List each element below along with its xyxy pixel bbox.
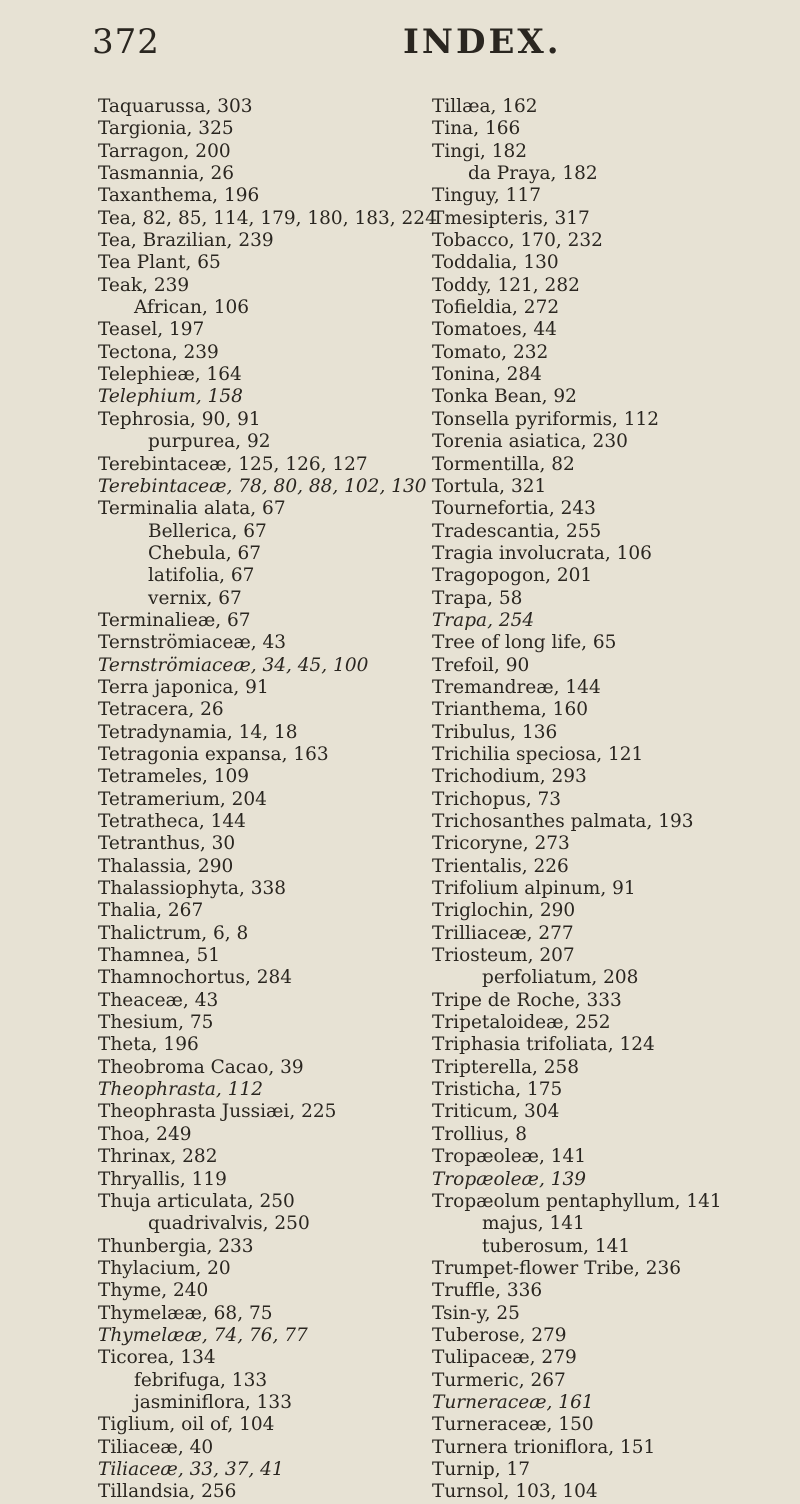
index-entry: Thalia, 267 (98, 900, 204, 922)
index-entry: Thylacium, 20 (98, 1257, 231, 1279)
index-entry: Tasmannia, 26 (98, 163, 235, 185)
index-entry: Turnip, 17 (432, 1458, 531, 1480)
index-entry: Trientalis, 226 (432, 855, 569, 877)
index-entry: Turneraceæ, 161 (432, 1391, 594, 1413)
index-entry: da Praya, 182 (468, 163, 598, 185)
index-entry: perfoliatum, 208 (482, 967, 639, 989)
index-entry: latifolia, 67 (148, 565, 255, 587)
index-entry: Tsin-y, 25 (432, 1302, 520, 1324)
index-entry: Tribulus, 136 (432, 721, 558, 743)
index-entry: purpurea, 92 (148, 431, 271, 453)
index-entry: Tobacco, 170, 232 (432, 230, 603, 252)
index-entry: Thyme, 240 (98, 1280, 209, 1302)
index-entry: Tiliaceæ, 40 (98, 1436, 214, 1458)
index-entry: Tarragon, 200 (98, 140, 231, 162)
index-entry: Tournefortia, 243 (432, 498, 596, 520)
index-entry: Thymelææ, 68, 75 (98, 1302, 273, 1324)
index-column-left (98, 96, 458, 1504)
index-entry: Tomato, 232 (432, 341, 549, 363)
index-entry: Triosteum, 207 (432, 945, 575, 967)
index-entry: Trollius, 8 (432, 1123, 528, 1145)
index-entry: Thoa, 249 (98, 1123, 192, 1145)
page-number: 372 (92, 22, 160, 62)
index-entry: Tonsella pyriformis, 112 (432, 408, 660, 430)
index-entry: Tripterella, 258 (432, 1056, 580, 1078)
index-entry: Theta, 196 (98, 1034, 199, 1056)
index-entry: Tetranthus, 30 (98, 833, 236, 855)
index-entry: Trichilia speciosa, 121 (432, 743, 644, 765)
index-entry: Tormentilla, 82 (432, 453, 575, 475)
index-entry: Theophrasta, 112 (98, 1079, 264, 1101)
index-entry: Tetragonia expansa, 163 (98, 743, 329, 765)
index-entry: Trilliaceæ, 277 (432, 922, 574, 944)
index-entry: Toddalia, 130 (432, 252, 559, 274)
index-entry: Tetracera, 26 (98, 699, 224, 721)
index-entry: Tripe de Roche, 333 (432, 989, 622, 1011)
index-entry: Tillandsia, 256 (98, 1481, 237, 1503)
index-entry: Tina, 166 (432, 118, 521, 140)
index-entry: Targionia, 325 (98, 118, 234, 140)
index-entry: Thamnochortus, 284 (98, 967, 293, 989)
index-entry: Terminalieæ, 67 (98, 609, 251, 631)
index-entry: Theobroma Cacao, 39 (98, 1056, 304, 1078)
index-entry: Tetratheca, 144 (98, 811, 246, 832)
index-entry: Chebula, 67 (148, 542, 262, 564)
index-entry: Turnsol, 103, 104 (432, 1481, 598, 1503)
index-entry: Terebintaceæ, 78, 80, 88, 102, 130 (98, 475, 427, 497)
index-entry: Tectona, 239 (98, 341, 219, 363)
running-head: INDEX. (403, 22, 562, 62)
index-entry: Tea Plant, 65 (98, 252, 221, 274)
index-entry: African, 106 (134, 297, 250, 319)
index-entry: Terminalia alata, 67 (98, 498, 286, 520)
index-entry: Tricoryne, 273 (432, 833, 570, 855)
index-entry: Trichosanthes palmata, 193 (432, 811, 694, 832)
index-entry: Thamnea, 51 (98, 945, 221, 967)
index-entry: Trichopus, 73 (432, 788, 562, 810)
index-entry: Trumpet-flower Tribe, 236 (432, 1257, 682, 1279)
index-entry: Turneraceæ, 150 (432, 1414, 594, 1436)
index-entry: quadrivalvis, 250 (148, 1213, 310, 1235)
index-entry: Tetradynamia, 14, 18 (98, 721, 298, 743)
index-entry: Tiglium, oil of, 104 (98, 1414, 275, 1436)
index-entry: Teak, 239 (98, 274, 190, 296)
index-entry: Tephrosia, 90, 91 (98, 408, 261, 430)
index-entry: Tingi, 182 (432, 140, 528, 162)
index-entry: Tropæolum pentaphyllum, 141 (432, 1190, 722, 1212)
index-entry: Tropæoleæ, 141 (432, 1146, 587, 1168)
index-entry: Tradescantia, 255 (432, 520, 602, 542)
index-entry: Thalictrum, 6, 8 (98, 922, 249, 944)
index-entry: Tetramerium, 204 (98, 788, 267, 810)
index-entry: Thesium, 75 (98, 1012, 214, 1034)
index-entry: Tuberose, 279 (432, 1324, 567, 1346)
index-entry: Trianthema, 160 (432, 699, 588, 721)
index-entry: Tinguy, 117 (432, 185, 541, 207)
index-entry: Tremandreæ, 144 (432, 676, 601, 698)
index-entry: Telephieæ, 164 (98, 364, 242, 386)
index-entry: Thymelææ, 74, 76, 77 (98, 1324, 308, 1346)
index-entry: Teasel, 197 (98, 319, 205, 341)
index-entry: majus, 141 (482, 1213, 585, 1235)
index-entry: Torenia asiatica, 230 (432, 431, 628, 453)
index-entry: Terebintaceæ, 125, 126, 127 (98, 453, 368, 475)
index-entry: Tiliaceæ, 33, 37, 41 (98, 1458, 284, 1480)
index-entry: Tetrameles, 109 (98, 766, 250, 788)
index-entry: Tonina, 284 (432, 364, 542, 386)
index-entry: Tea, 82, 85, 114, 179, 180, 183, 224 (98, 207, 437, 229)
index-entry: Tree of long life, 65 (432, 632, 617, 654)
index-entry: Tragopogon, 201 (432, 565, 593, 587)
index-entry: Ticorea, 134 (98, 1347, 216, 1369)
index-entry: Tomatoes, 44 (432, 319, 557, 341)
index-entry: Ternströmiaceæ, 34, 45, 100 (98, 654, 369, 676)
index-entry: Tragia involucrata, 106 (432, 542, 652, 564)
index-entry: Tonka Bean, 92 (432, 386, 577, 408)
index-entry: Thalassiophyta, 338 (98, 878, 287, 900)
index-entry: Tropæoleæ, 139 (432, 1168, 587, 1190)
index-entry: Tofieldia, 272 (432, 297, 560, 319)
index-entry: Tulipaceæ, 279 (432, 1347, 577, 1369)
index-entry: Tillæa, 162 (432, 96, 538, 117)
index-entry: Turnera trioniflora, 151 (432, 1436, 656, 1458)
index-entry: Tea, Brazilian, 239 (98, 230, 274, 252)
index-entry: Triglochin, 290 (432, 900, 576, 922)
index-entry: Ternströmiaceæ, 43 (98, 632, 287, 654)
index-entry: Tmesipteris, 317 (432, 207, 590, 229)
index-entry: Truffle, 336 (432, 1280, 543, 1302)
index-entry: Turmeric, 267 (432, 1369, 566, 1391)
index-entry: Theophrasta Jussiæi, 225 (98, 1101, 337, 1123)
index-entry: Trichodium, 293 (432, 766, 587, 788)
index-entry: Terra japonica, 91 (98, 676, 269, 698)
index-entry: Thryallis, 119 (98, 1168, 227, 1190)
index-entry: Trapa, 254 (432, 609, 535, 631)
index-entry: Tripetaloideæ, 252 (432, 1012, 611, 1034)
index-entry: Taquarussa, 303 (98, 96, 253, 117)
index-entry: Thalassia, 290 (98, 855, 234, 877)
index-column-right (432, 96, 792, 1504)
index-entry: Thunbergia, 233 (98, 1235, 254, 1257)
index-entry: Taxanthema, 196 (98, 185, 260, 207)
index-entry: Bellerica, 67 (148, 520, 267, 542)
index-entry: vernix, 67 (148, 587, 242, 609)
index-entry: Tristicha, 175 (432, 1079, 563, 1101)
index-entry: Triphasia trifoliata, 124 (432, 1034, 655, 1056)
index-entry: jasminiflora, 133 (134, 1391, 292, 1413)
index-entry: Thrinax, 282 (98, 1146, 218, 1168)
index-entry: Trifolium alpinum, 91 (432, 878, 636, 900)
index-entry: Trefoil, 90 (432, 654, 530, 676)
index-entry: Toddy, 121, 282 (432, 274, 580, 296)
index-entry: Thuja articulata, 250 (98, 1190, 295, 1212)
index-entry: Triticum, 304 (432, 1101, 560, 1123)
index-entry: Telephium, 158 (98, 386, 243, 408)
index-entry: tuberosum, 141 (482, 1235, 631, 1257)
index-entry: febrifuga, 133 (134, 1369, 268, 1391)
index-entry: Theaceæ, 43 (98, 989, 219, 1011)
index-entry: Tortula, 321 (432, 475, 547, 497)
index-entry: Trapa, 58 (432, 587, 523, 609)
